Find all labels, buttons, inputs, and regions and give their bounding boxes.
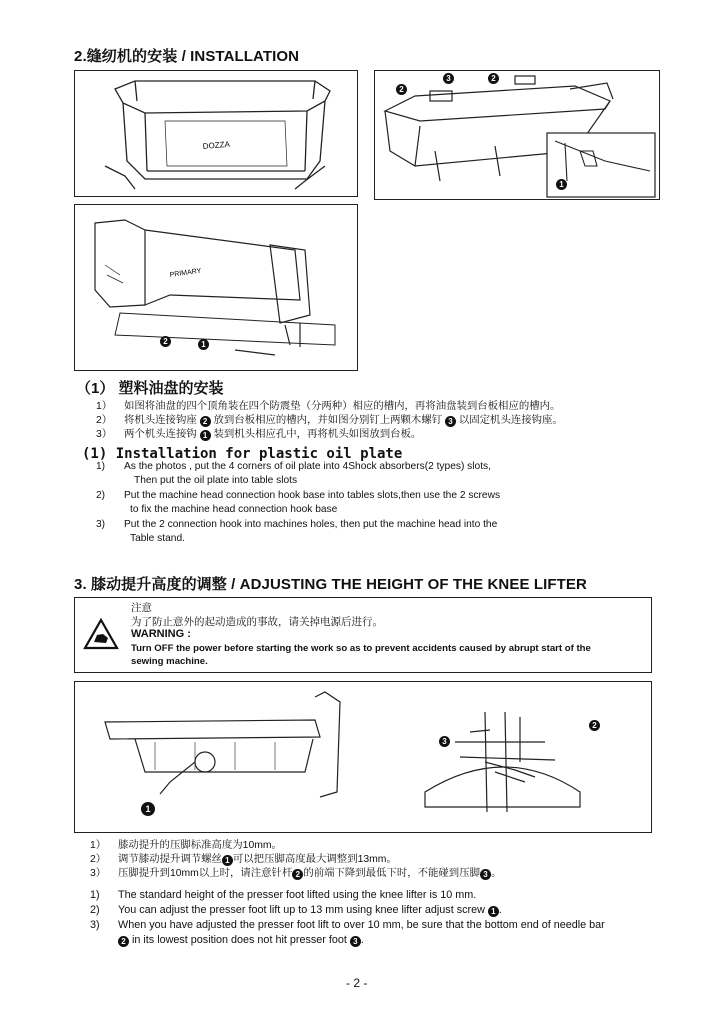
callout-3: 3 — [350, 936, 361, 947]
oil-plate-drawing — [75, 71, 357, 196]
callout-2: 2 — [118, 936, 129, 947]
warning-en-text-2: sewing machine. — [131, 656, 208, 667]
en-line-5: 3) Put the 2 connection hook into machines holes, then put the machine head into the — [96, 519, 498, 530]
knee-lifter-figure — [74, 681, 652, 833]
callout-3: 3 — [445, 416, 456, 427]
en-line-1: 1) As the photos , put the 4 corners of oil plate into 4Shock absorbers(2 types) slots, — [96, 461, 491, 472]
sub1-title-cn: （1） 塑料油盘的安装 — [76, 380, 224, 397]
callout-1: 1 — [141, 802, 155, 816]
hook-base-figure — [374, 70, 660, 200]
knee-cn-1: 1） 膝动提升的压脚标准高度为10mm。 — [90, 840, 282, 851]
knee-en-2: 2) You can adjust the presser foot lift up to 13 mm using knee lifter adjust screw 1 . — [90, 904, 502, 916]
cn-line-3: 3） 两个机头连接钩 1 装到机头相应孔中，再将机头如图放到台板。 — [96, 429, 422, 440]
machine-head-drawing — [75, 205, 357, 370]
knee-en-4: 2 in its lowest position does not hit presser foot 3 . — [118, 933, 364, 947]
hook-base-drawing — [375, 71, 659, 199]
warning-en-text-1: Turn OFF the power before starting the work so as to prevent accidents caused by abrupt start of the — [131, 643, 591, 654]
cn-line-2: 2） 将机头连接钩座 2 放到台板相应的槽内，并如图分别钉上两颗木螺钉 3 以固定机头连接钩座。 — [96, 415, 563, 426]
oil-plate-figure — [74, 70, 358, 197]
knee-lifter-drawing — [75, 682, 651, 832]
knee-en-1: 1) The standard height of the presser foot lifted using the knee lifter is 10 mm. — [90, 889, 477, 901]
svg-text:DOZZA: DOZZA — [202, 139, 231, 151]
callout-1: 1 — [488, 906, 499, 917]
knee-cn-2: 2） 调节膝动提升调节螺丝 1 可以把压脚高度最大调整到13mm。 — [90, 854, 397, 865]
callout-2: 2 — [160, 336, 171, 347]
cn-line-1: 1） 如图将油盘的四个顶角装在四个防震垫（分两种）相应的槽内，再将油盘装到台板相应的槽内。 — [96, 401, 561, 412]
callout-1: 1 — [222, 855, 233, 866]
svg-text:PRIMARY: PRIMARY — [169, 267, 202, 279]
en-line-4: to fix the machine head connection hook base — [130, 504, 338, 515]
callout-1: 1 — [198, 339, 209, 350]
page-number: - 2 - — [346, 976, 368, 990]
callout-3: 3 — [443, 73, 454, 84]
callout-2: 2 — [200, 416, 211, 427]
section-3-title: 3. 膝动提升高度的调整 / ADJUSTING THE HEIGHT OF THE KNEE LIFTER — [74, 576, 587, 593]
warning-box — [74, 597, 652, 673]
en-line-6: Table stand. — [130, 533, 185, 544]
warning-cn-text: 为了防止意外的起动造成的事故，请关掉电源后进行。 — [131, 616, 383, 628]
callout-3: 3 — [439, 736, 450, 747]
knee-en-3: 3) When you have adjusted the presser foot lift to over 10 mm, be sure that the bottom end of needle bar — [90, 919, 605, 931]
callout-2: 2 — [589, 720, 600, 731]
callout-1: 1 — [556, 179, 567, 190]
en-line-2: Then put the oil plate into table slots — [134, 475, 298, 486]
warning-hand-icon — [83, 618, 119, 650]
callout-1: 1 — [200, 430, 211, 441]
callout-2b: 2 — [488, 73, 499, 84]
warning-en-label: WARNING : — [131, 628, 191, 640]
callout-3: 3 — [480, 869, 491, 880]
callout-2: 2 — [292, 869, 303, 880]
knee-cn-3: 3） 压脚提升到10mm以上时，请注意针杆 2 的前端下降到最低下时，不能碰到压脚 3 。 — [90, 868, 502, 879]
warning-cn-label: 注意 — [131, 602, 152, 614]
en-line-3: 2) Put the machine head connection hook base into tables slots,then use the 2 screws — [96, 490, 501, 501]
machine-head-figure — [74, 204, 358, 371]
callout-2: 2 — [396, 84, 407, 95]
section-2-title: 2.缝纫机的安装 / INSTALLATION — [74, 48, 300, 65]
sub1-title-en: (1) Installation for plastic oil plate — [82, 446, 403, 462]
